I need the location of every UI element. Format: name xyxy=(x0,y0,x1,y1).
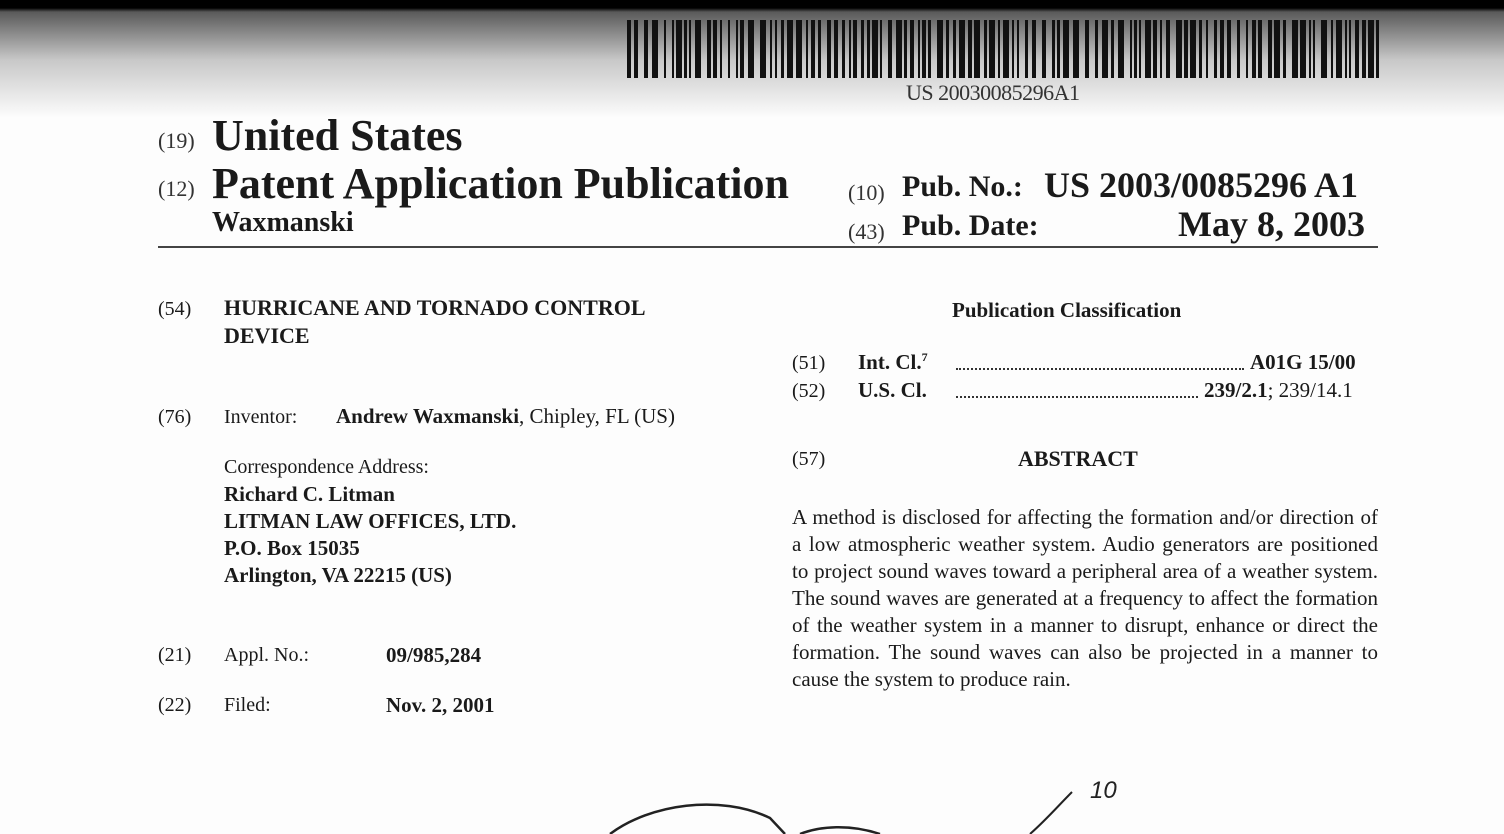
inventor-name: Andrew Waxmanski xyxy=(336,404,520,428)
drawing-curve-left xyxy=(610,805,785,834)
barcode-bar xyxy=(1300,20,1306,78)
barcode-bar xyxy=(867,20,870,78)
abstract-inid-code: (57) xyxy=(792,448,826,470)
barcode-bar xyxy=(1214,20,1217,78)
barcode-bar xyxy=(1085,20,1089,78)
pub-no-value: US 2003/0085296 A1 xyxy=(1044,165,1359,205)
country-inid-code: (19) xyxy=(158,128,195,153)
barcode-bar xyxy=(811,20,815,78)
barcode-bar xyxy=(922,20,926,78)
barcode-bar xyxy=(1252,20,1256,78)
barcode-bar xyxy=(1184,20,1188,78)
pub-no-inid-code: (10) xyxy=(848,180,885,205)
barcode-bar xyxy=(796,20,802,78)
appl-no-value: 09/985,284 xyxy=(386,643,482,667)
barcode-bar xyxy=(1032,20,1036,78)
barcode-bar xyxy=(748,20,754,78)
barcode xyxy=(627,20,1379,78)
barcode-bar xyxy=(946,20,949,78)
patent-drawing xyxy=(560,770,1180,834)
int-cl-inid-code: (51) xyxy=(792,352,826,374)
int-cl-value: A01G 15/00 xyxy=(1250,350,1356,374)
country-name: United States xyxy=(212,111,463,160)
barcode-bar xyxy=(644,20,648,78)
barcode-bar xyxy=(1042,20,1046,78)
barcode-bar xyxy=(676,20,682,78)
barcode-bar xyxy=(1237,20,1240,78)
barcode-bar xyxy=(736,20,738,78)
abstract-text: A method is disclosed for affecting the formation and/or direction of a low atmospheric weather system. Audio generators are positioned to project sound waves toward a peripheral area of a weather system. The sound waves are generated at a frequency to affect the formation of the weather system in a manner to disrupt, enhance or direct the formation. The sound waves can also be projected in a manner to cause the system to produce rain. xyxy=(792,505,1378,691)
appl-no-label: Appl. No.: xyxy=(224,644,309,666)
kind-inid-code: (12) xyxy=(158,176,195,201)
barcode-bar xyxy=(1331,20,1333,78)
barcode-bar xyxy=(1153,20,1157,78)
barcode-bar xyxy=(713,20,717,78)
barcode-bar xyxy=(1220,20,1224,78)
barcode-bar xyxy=(664,20,666,78)
applicant-surname: Waxmanski xyxy=(212,207,354,238)
title-inid-code: (54) xyxy=(158,298,192,320)
barcode-bar xyxy=(806,20,808,78)
inventor-inid-code: (76) xyxy=(158,406,192,428)
barcode-bar xyxy=(989,20,995,78)
barcode-bar xyxy=(787,20,793,78)
filed-date: Nov. 2, 2001 xyxy=(386,693,495,717)
filed-label: Filed: xyxy=(224,694,271,716)
barcode-bar xyxy=(928,20,931,78)
barcode-bar xyxy=(1012,20,1014,78)
barcode-number: US 20030085296A1 xyxy=(906,80,1080,105)
barcode-bar xyxy=(1190,20,1196,78)
barcode-bar xyxy=(953,20,956,78)
pub-no-label: Pub. No.: xyxy=(902,170,1023,203)
correspondence-label: Correspondence Address: xyxy=(224,456,429,478)
barcode-bar xyxy=(896,20,902,78)
barcode-bar xyxy=(1258,20,1262,78)
barcode-bar xyxy=(1345,20,1347,78)
barcode-bar xyxy=(775,20,777,78)
barcode-bar xyxy=(904,20,907,78)
barcode-bar xyxy=(1309,20,1311,78)
barcode-bar xyxy=(1336,20,1342,78)
filed-inid-code: (22) xyxy=(158,694,192,716)
barcode-bar xyxy=(695,20,701,78)
invention-title: HURRICANE AND TORNADO CONTROL DEVICE xyxy=(224,295,645,348)
us-cl-inid-code: (52) xyxy=(792,380,826,402)
barcode-bar xyxy=(1176,20,1182,78)
correspondence-line-4: Arlington, VA 22215 (US) xyxy=(224,563,452,587)
abstract-heading: ABSTRACT xyxy=(1018,446,1138,471)
us-cl-label: U.S. Cl. xyxy=(858,378,927,402)
barcode-bar xyxy=(1349,20,1351,78)
drawing-curve-right xyxy=(800,827,880,834)
inventor-location: , Chipley, FL (US) xyxy=(519,404,675,428)
appl-inid-code: (21) xyxy=(158,644,192,666)
barcode-bar xyxy=(842,20,845,78)
int-cl-leader xyxy=(956,368,1244,370)
barcode-bar xyxy=(1199,20,1202,78)
barcode-bar xyxy=(834,20,838,78)
barcode-bar xyxy=(968,20,972,78)
drawing-leader-line xyxy=(1030,792,1072,834)
header-rule xyxy=(158,246,1378,248)
barcode-bar xyxy=(1130,20,1132,78)
barcode-bar xyxy=(1206,20,1208,78)
barcode-bar xyxy=(872,20,878,78)
barcode-bar xyxy=(1283,20,1286,78)
barcode-bar xyxy=(1368,20,1374,78)
us-cl-secondary: ; 239/14.1 xyxy=(1267,378,1353,402)
barcode-bar xyxy=(707,20,711,78)
barcode-bar xyxy=(1313,20,1315,78)
barcode-bar xyxy=(818,20,821,78)
barcode-bar xyxy=(1095,20,1098,78)
correspondence-line-3: P.O. Box 15035 xyxy=(224,536,360,560)
barcode-bar xyxy=(1102,20,1108,78)
barcode-bar xyxy=(1355,20,1359,78)
barcode-bar xyxy=(1025,20,1028,78)
int-cl-label-text: Int. Cl. xyxy=(858,350,922,374)
inventor-label: Inventor: xyxy=(224,406,298,428)
pub-date-value: May 8, 2003 xyxy=(1178,204,1365,244)
barcode-bar xyxy=(861,20,864,78)
barcode-bar xyxy=(627,20,631,78)
barcode-bar xyxy=(910,20,914,78)
us-cl-leader xyxy=(956,396,1198,398)
us-cl-value xyxy=(1204,378,1353,403)
barcode-bar xyxy=(720,20,722,78)
barcode-bar xyxy=(1003,20,1009,78)
barcode-bar xyxy=(1362,20,1366,78)
barcode-bar xyxy=(998,20,1000,78)
us-cl-primary: 239/2.1 xyxy=(1204,378,1268,402)
barcode-bar xyxy=(853,20,857,78)
barcode-bar xyxy=(937,20,943,78)
barcode-bar xyxy=(1376,20,1379,78)
drawing-reference-numeral: 10 xyxy=(1090,777,1117,804)
barcode-bar xyxy=(1227,20,1231,78)
barcode-bar xyxy=(880,20,882,78)
publication-kind: Patent Application Publication xyxy=(212,159,789,208)
barcode-bar xyxy=(849,20,851,78)
barcode-bar xyxy=(1111,20,1114,78)
barcode-bar xyxy=(1017,20,1019,78)
barcode-bar xyxy=(781,20,784,78)
barcode-bar xyxy=(634,20,638,78)
barcode-bar xyxy=(1292,20,1298,78)
classification-heading: Publication Classification xyxy=(952,298,1182,322)
inventor xyxy=(336,404,675,429)
barcode-bar xyxy=(1057,20,1060,78)
barcode-bar xyxy=(888,20,892,78)
barcode-bar xyxy=(1160,20,1162,78)
correspondence-line-1: Richard C. Litman xyxy=(224,482,395,506)
barcode-bar xyxy=(1268,20,1272,78)
pub-date-label: Pub. Date: xyxy=(902,209,1039,242)
barcode-bar xyxy=(728,20,730,78)
barcode-bar xyxy=(1139,20,1141,78)
barcode-bar xyxy=(1274,20,1280,78)
int-cl-edition: 7 xyxy=(921,350,928,364)
barcode-bar xyxy=(918,20,920,78)
barcode-bar xyxy=(689,20,691,78)
barcode-bar xyxy=(770,20,772,78)
barcode-bar xyxy=(740,20,744,78)
barcode-bar xyxy=(652,20,658,78)
barcode-bar xyxy=(1052,20,1055,78)
barcode-bar xyxy=(1118,20,1124,78)
pub-date-inid-code: (43) xyxy=(848,219,885,244)
int-cl-label xyxy=(858,350,928,375)
barcode-bar xyxy=(684,20,687,78)
barcode-bar xyxy=(1134,20,1137,78)
barcode-bar xyxy=(672,20,674,78)
barcode-bar xyxy=(959,20,965,78)
barcode-bar xyxy=(984,20,987,78)
barcode-bar xyxy=(760,20,766,78)
barcode-bar xyxy=(1063,20,1069,78)
barcode-bar xyxy=(974,20,980,78)
barcode-bar xyxy=(827,20,831,78)
barcode-bar xyxy=(1166,20,1170,78)
barcode-bar xyxy=(1246,20,1248,78)
barcode-bar xyxy=(1321,20,1327,78)
barcode-bar xyxy=(1073,20,1079,78)
correspondence-line-2: LITMAN LAW OFFICES, LTD. xyxy=(224,509,517,533)
abstract-body xyxy=(792,504,1378,693)
barcode-bar xyxy=(1145,20,1151,78)
